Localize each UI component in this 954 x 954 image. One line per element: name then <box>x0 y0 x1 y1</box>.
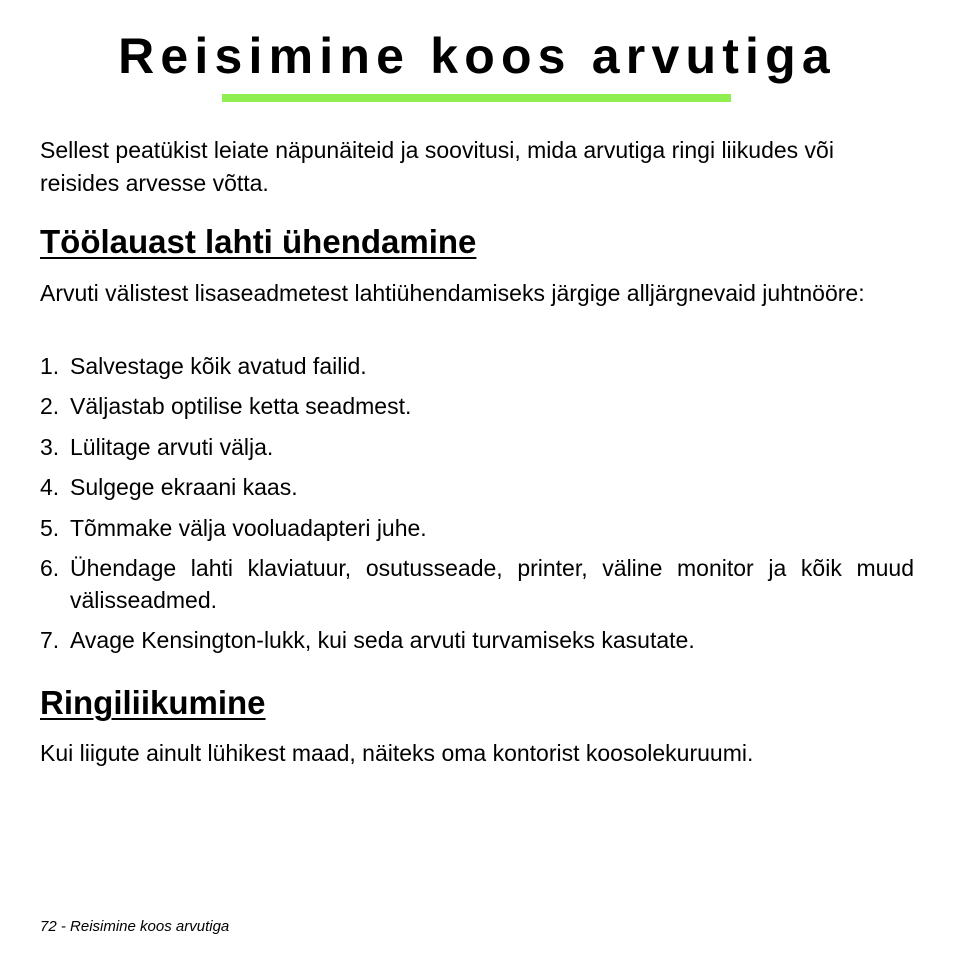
chapter-intro: Sellest peatükist leiate näpunäiteid ja soovitusi, mida arvutiga ringi liikudes või reisides arvesse võtta. <box>40 137 834 196</box>
step-number: 4. <box>40 474 60 501</box>
step-number: 7. <box>40 627 60 654</box>
step-number: 3. <box>40 433 60 460</box>
section-text-moving-around: Kui liigute ainult lühikest maad, näiteks oma kontorist koosolekuruumi. <box>40 740 754 766</box>
list-item <box>40 390 914 422</box>
section-heading-moving-around: Ringiliikumine <box>40 684 266 721</box>
section-heading-undocking: Töölauast lahti ühendamine <box>40 223 477 260</box>
step-text: Väljastab optilise ketta seadmest. <box>70 393 412 420</box>
page-footer: 72 - Reisimine koos arvutiga <box>40 918 230 935</box>
step-text: Tõmmake välja vooluadapteri juhe. <box>70 514 427 541</box>
step-number: 5. <box>40 514 60 541</box>
undocking-steps-list <box>40 350 914 665</box>
step-text: Sulgege ekraani kaas. <box>70 474 298 501</box>
list-item <box>40 431 914 463</box>
step-number: 1. <box>40 353 60 379</box>
step-text: Lülitage arvuti välja. <box>70 433 274 460</box>
list-item <box>40 552 914 616</box>
step-number: 6. <box>40 554 60 581</box>
section-intro-undocking: Arvuti välistest lisaseadmetest lahtiühendamiseks järgige alljärgnevaid juhtnööre: <box>40 280 865 306</box>
step-text: Avage Kensington-lukk, kui seda arvuti turvamiseks kasutate. <box>70 627 695 654</box>
step-text: Ühendage lahti klaviatuur, osutusseade, printer, väline monitor ja kõik muud välisseadmed. <box>70 554 914 613</box>
list-item <box>40 512 914 544</box>
list-item <box>40 471 914 503</box>
step-text: Salvestage kõik avatud failid. <box>70 353 367 379</box>
title-underline-bar <box>222 94 731 102</box>
list-item <box>40 350 914 382</box>
step-number: 2. <box>40 393 60 420</box>
list-item <box>40 624 914 656</box>
page-title: Reisimine koos arvutiga <box>118 28 836 84</box>
